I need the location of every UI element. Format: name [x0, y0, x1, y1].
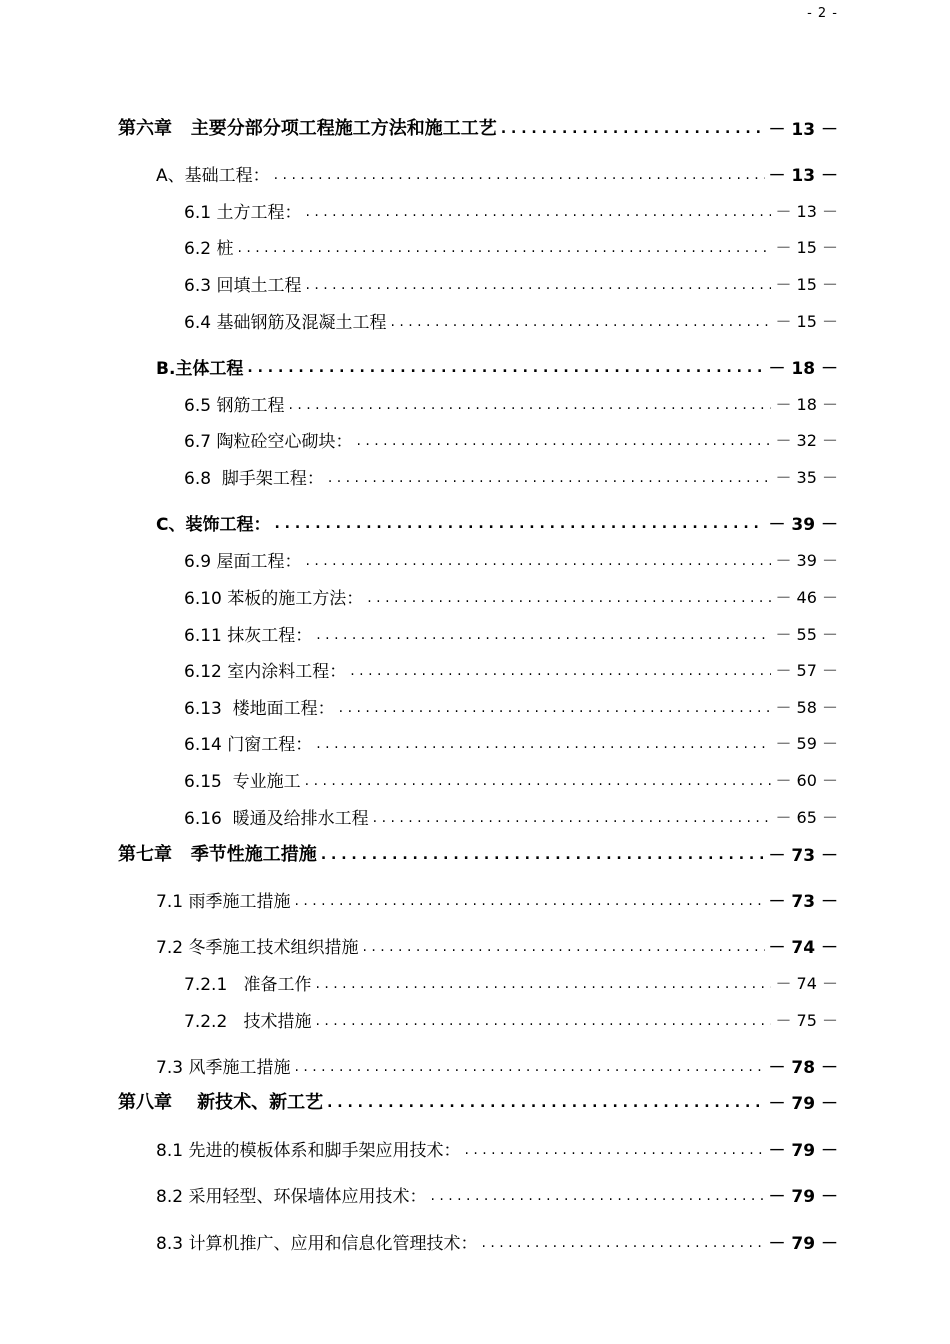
- toc-entry[interactable]: [0, 509, 950, 535]
- toc-entry[interactable]: [0, 463, 950, 489]
- toc-entry-page: － 57 －: [775, 660, 838, 680]
- toc-entry-page: － 74 －: [775, 973, 838, 993]
- dot-leader: [321, 847, 765, 863]
- dot-leader: [390, 314, 771, 330]
- toc-entry[interactable]: [0, 1006, 950, 1032]
- toc-entry[interactable]: [0, 270, 950, 296]
- toc-entry-label: 7.1 雨季施工措施: [156, 891, 291, 912]
- dot-leader: [237, 240, 771, 256]
- toc-entry-label: 6.9 屋面工程：: [184, 551, 302, 572]
- toc-entry-label: 8.3 计算机推广、应用和信息化管理技术：: [156, 1233, 478, 1254]
- toc-entry-label: 7.2 冬季施工技术组织措施: [156, 937, 359, 958]
- toc-entry[interactable]: [0, 583, 950, 609]
- toc-entry-page: － 73 －: [768, 891, 838, 912]
- toc-entry-label: 第八章 新技术、新工艺: [118, 1092, 324, 1113]
- toc-entry-page: － 32 －: [775, 430, 838, 450]
- toc-entry-label: 6.7 陶粒砼空心砌块：: [184, 431, 353, 452]
- toc-entry-label: C、装饰工程：: [156, 514, 271, 535]
- toc-entry[interactable]: [0, 932, 950, 958]
- toc-entry-label: 6.13 楼地面工程：: [184, 698, 335, 719]
- dot-leader: [288, 397, 771, 413]
- toc-entry-page: － 15 －: [775, 311, 838, 331]
- toc-entry[interactable]: [0, 693, 950, 719]
- toc-entry-page: － 65 －: [775, 807, 838, 827]
- toc-entry-label: 第六章 主要分部分项工程施工方法和施工工艺: [118, 118, 497, 139]
- toc-entry[interactable]: [0, 803, 950, 829]
- toc-entry-label: 6.12 室内涂料工程：: [184, 661, 347, 682]
- toc-entry-label: 8.1 先进的模板体系和脚手架应用技术：: [156, 1140, 461, 1161]
- dot-leader: [247, 360, 764, 376]
- toc-entry[interactable]: [0, 114, 950, 140]
- dot-leader: [294, 1059, 764, 1075]
- toc-entry-page: － 18 －: [775, 394, 838, 414]
- dot-leader: [362, 939, 764, 955]
- toc-entry-page: － 73 －: [768, 845, 838, 866]
- toc-entry[interactable]: [0, 390, 950, 416]
- toc-entry-page: － 13 －: [768, 119, 838, 140]
- dot-leader: [305, 204, 771, 220]
- toc-entry-page: － 74 －: [768, 937, 838, 958]
- toc-entry-label: 6.1 土方工程：: [184, 202, 302, 223]
- toc-entry-label: 6.3 回填土工程: [184, 275, 302, 296]
- dot-leader: [316, 736, 771, 752]
- toc-entry-label: 6.5 钢筋工程: [184, 395, 285, 416]
- dot-leader: [305, 773, 772, 789]
- toc-entry-page: － 55 －: [775, 624, 838, 644]
- toc-entry[interactable]: [0, 886, 950, 912]
- toc-entry[interactable]: [0, 1228, 950, 1254]
- dot-leader: [356, 433, 771, 449]
- toc-entry[interactable]: [0, 1135, 950, 1161]
- toc-entry-page: － 78 －: [768, 1057, 838, 1078]
- dot-leader: [305, 553, 771, 569]
- toc-entry[interactable]: [0, 840, 950, 866]
- toc-entry[interactable]: [0, 656, 950, 682]
- toc-entry-page: － 18 －: [768, 358, 838, 379]
- toc-entry-page: － 15 －: [775, 274, 838, 294]
- toc-entry[interactable]: [0, 160, 950, 186]
- toc-entry-page: － 79 －: [768, 1233, 838, 1254]
- toc-entry[interactable]: [0, 1052, 950, 1078]
- toc-entry[interactable]: [0, 766, 950, 792]
- dot-leader: [327, 1095, 764, 1111]
- toc-entry-label: 第七章 季节性施工措施: [118, 844, 317, 865]
- dot-leader: [373, 810, 772, 826]
- dot-leader: [339, 700, 772, 716]
- toc-entry[interactable]: [0, 620, 950, 646]
- toc-entry[interactable]: [0, 546, 950, 572]
- toc-entry[interactable]: [0, 1181, 950, 1207]
- dot-leader: [316, 627, 771, 643]
- dot-leader: [481, 1235, 764, 1251]
- toc-entry-label: 7.3 风季施工措施: [156, 1057, 291, 1078]
- dot-leader: [315, 976, 771, 992]
- dot-leader: [464, 1142, 764, 1158]
- dot-leader: [294, 893, 764, 909]
- toc-entry-page: － 46 －: [775, 587, 838, 607]
- toc-entry-page: － 79 －: [768, 1140, 838, 1161]
- toc-entry-page: － 60 －: [775, 770, 838, 790]
- dot-leader: [315, 1013, 771, 1029]
- toc-entry-page: － 79 －: [768, 1186, 838, 1207]
- toc-entry-page: － 75 －: [775, 1010, 838, 1030]
- toc-entry-page: － 39 －: [768, 514, 838, 535]
- toc-entry-label: 8.2 采用轻型、环保墙体应用技术：: [156, 1186, 427, 1207]
- toc-entry[interactable]: [0, 1088, 950, 1114]
- dot-leader: [501, 121, 765, 137]
- toc-entry-label: 6.14 门窗工程：: [184, 734, 313, 755]
- toc-entry-page: － 39 －: [775, 550, 838, 570]
- toc-entry-label: 6.8 脚手架工程：: [184, 468, 324, 489]
- toc-entry[interactable]: [0, 353, 950, 379]
- page-number: - 2 -: [807, 6, 838, 21]
- toc-entry[interactable]: [0, 197, 950, 223]
- dot-leader: [328, 470, 772, 486]
- dot-leader: [305, 277, 771, 293]
- toc-entry-label: 6.10 苯板的施工方法：: [184, 588, 364, 609]
- toc-entry-label: 7.2.2 技术措施: [184, 1011, 312, 1032]
- toc-entry-page: － 79 －: [768, 1093, 838, 1114]
- toc-entry[interactable]: [0, 729, 950, 755]
- toc-entry-label: 6.16 暖通及给排水工程: [184, 808, 369, 829]
- dot-leader: [274, 167, 765, 183]
- toc-entry-page: － 13 －: [775, 201, 838, 221]
- toc-entry-page: － 15 －: [775, 237, 838, 257]
- toc-entry[interactable]: [0, 233, 950, 259]
- toc-entry-page: － 58 －: [775, 697, 838, 717]
- toc-entry-label: 6.4 基础钢筋及混凝土工程: [184, 312, 387, 333]
- dot-leader: [350, 663, 771, 679]
- dot-leader: [367, 590, 771, 606]
- toc-entry-page: － 35 －: [775, 467, 838, 487]
- toc-entry-label: 6.11 抹灰工程：: [184, 625, 313, 646]
- dot-leader: [274, 516, 764, 532]
- toc-entry[interactable]: [0, 426, 950, 452]
- toc-entry-label: A、基础工程：: [156, 165, 270, 186]
- dot-leader: [430, 1188, 764, 1204]
- toc-entry-label: 6.15 专业施工: [184, 771, 301, 792]
- toc-entry-page: － 13 －: [768, 165, 838, 186]
- toc-entry-label: 7.2.1 准备工作: [184, 974, 312, 995]
- toc-entry-label: 6.2 桩: [184, 238, 234, 259]
- toc-entry[interactable]: [0, 969, 950, 995]
- toc-entry-page: － 59 －: [775, 733, 838, 753]
- toc-entry-label: B.主体工程: [156, 358, 244, 379]
- toc-entry[interactable]: [0, 307, 950, 333]
